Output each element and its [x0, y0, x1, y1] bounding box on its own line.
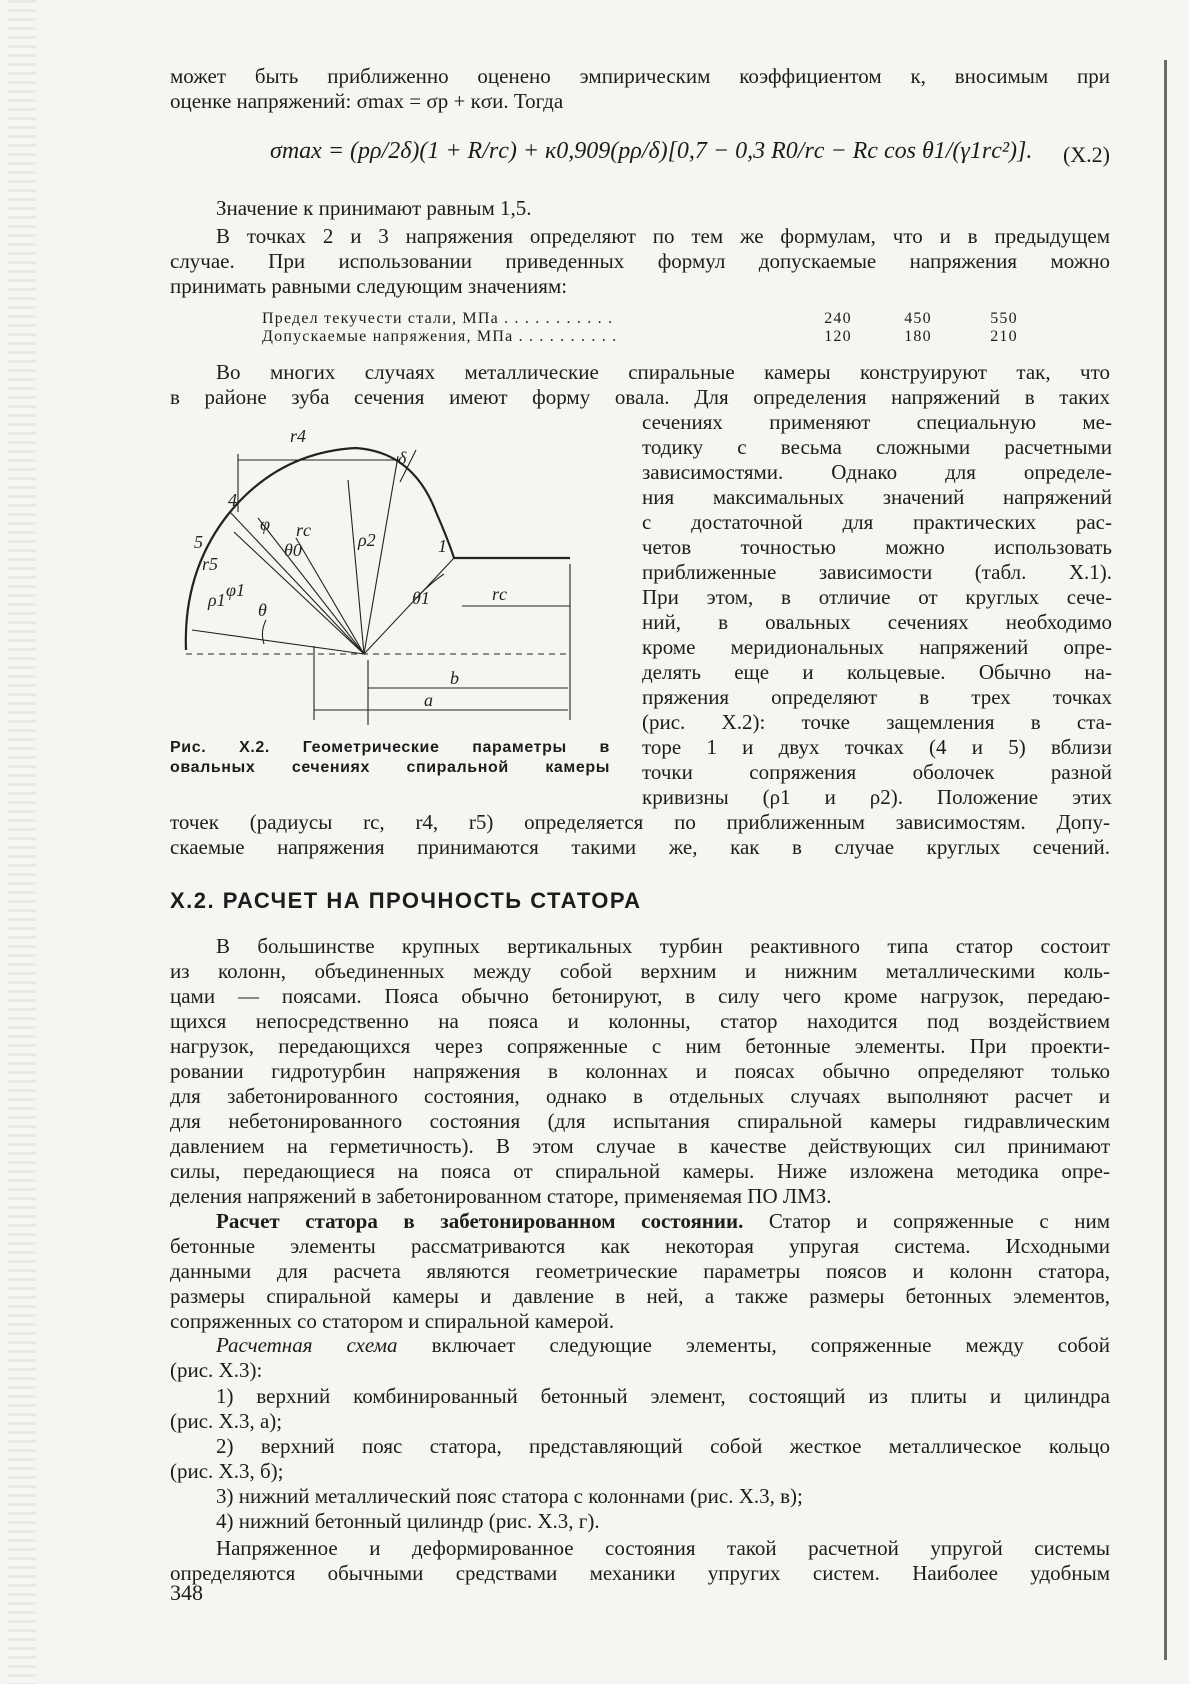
- paragraph-oval: [170, 360, 1110, 410]
- scheme-paragraph: [170, 1333, 1110, 1383]
- label-rc-upper: rс: [296, 520, 311, 540]
- table-row: [262, 310, 1022, 328]
- list-item-cont: (рис. X.3, а);: [170, 1409, 283, 1433]
- scan-edge-right: [1164, 60, 1167, 1660]
- label-rho1: ρ1: [208, 590, 226, 610]
- final-paragraph: [170, 1536, 1110, 1586]
- text-line: точек (радиусы rс, r4, r5) определяется по приближенным зависимостям. Допу-: [170, 810, 1110, 834]
- text-line: может быть приближенно оценено эмпирическим коэффициентом к, вносимым при: [170, 64, 1110, 88]
- paragraph-oval-right-column: [642, 410, 1112, 810]
- text-line: точки сопряжения оболочек разной: [642, 760, 1112, 784]
- text-line: давлением на герметичность). В этом случае в качестве действующих сил принимают: [170, 1134, 1110, 1158]
- row-label: Допускаемые напряжения, МПа . . . . . . . . . .: [262, 328, 618, 345]
- cell-value: 550: [990, 310, 1018, 327]
- text-line: оценке напряжений: σmax = σр + кσи. Тогда: [170, 89, 564, 113]
- text-line: в районе зуба сечения имеют форму овала. Для определения напряжений в таких: [170, 385, 1110, 409]
- text-line: четов точностью можно использовать: [642, 535, 1112, 559]
- list-item: 3) нижний металлический пояс статора с колоннами (рис. X.3, в);: [216, 1484, 803, 1508]
- list-item: 1) верхний комбинированный бетонный элемент, состоящий из плиты и цилиндра: [216, 1384, 1110, 1408]
- text-line: скаемые напряжения принимаются такими же, как в случае круглых сечений.: [170, 835, 1110, 859]
- label-theta1: θ1: [412, 588, 430, 608]
- text-line: сопряженных со статором и спиральной камерой.: [170, 1309, 615, 1333]
- text-line: случае. При использовании приведенных формул допускаемые напряжения можно: [170, 249, 1110, 273]
- text-line: размеры спиральной камеры и давление в ней, а также размеры бетонных элементов,: [170, 1284, 1110, 1308]
- text-line: Напряженное и деформированное состояния такой расчетной упругой системы: [216, 1536, 1110, 1560]
- text-line: Значение к принимают равным 1,5.: [216, 196, 532, 220]
- label-theta0: θ0: [284, 540, 302, 560]
- paragraph-k: [170, 196, 1110, 221]
- label-rc-right: rс: [492, 584, 507, 604]
- cell-value: 450: [904, 310, 932, 327]
- text-line: Во многих случаях металлические спиральные камеры конструируют так, что: [216, 360, 1110, 384]
- text-line: бетонные элементы рассматриваются как некоторая упругая система. Исходными: [170, 1234, 1110, 1258]
- label-phi1: φ1: [226, 580, 245, 600]
- paragraph-points: [170, 224, 1110, 299]
- text-run: включает следующие элементы, сопряженные между собой: [397, 1333, 1110, 1357]
- text-line: принимать равными следующим значениям:: [170, 274, 568, 298]
- text-line: цами — поясами. Пояса обычно бетонируют, в силу чего кроме нагрузок, передаю-: [170, 984, 1110, 1008]
- text-run: Статор и сопряженные с ним: [743, 1209, 1110, 1233]
- formula-number: (X.2): [1062, 142, 1110, 167]
- label-point-5: 5: [194, 532, 203, 552]
- label-theta: θ: [258, 600, 267, 620]
- label-b: b: [450, 668, 459, 688]
- text-line: из колонн, объединенных между собой верхним и нижним металлическими коль-: [170, 959, 1110, 983]
- text-line: ния максимальных значений напряжений: [642, 485, 1112, 509]
- text-line: щихся непосредственно на пояса и колонны, статор находится под воздействием: [170, 1009, 1110, 1033]
- figure-caption: [170, 738, 610, 778]
- text-line: (рис. X.2): точке защемления в ста-: [642, 710, 1112, 734]
- italic-term: Расчетная схема: [216, 1333, 398, 1357]
- label-phi: φ: [260, 514, 270, 534]
- caption-line: овальных сечениях спиральной камеры: [170, 759, 610, 776]
- text-line: зависимостями. Однако для определе-: [642, 460, 1112, 484]
- text-line: (рис. X.3):: [170, 1358, 263, 1382]
- formula-x2: [260, 118, 1120, 204]
- text-line: При этом, в отличие от круглых сече-: [642, 585, 1112, 609]
- cell-value: 210: [990, 328, 1018, 345]
- elements-list: [170, 1384, 1110, 1534]
- text-line: нагрузок, передающихся через сопряженные с ним бетонные элементы. При проекти-: [170, 1034, 1110, 1058]
- text-line: пряжения определяют в трех точках: [642, 685, 1112, 709]
- text-line: В большинстве крупных вертикальных турбин реактивного типа статор состоит: [216, 934, 1110, 958]
- text-line: приближенные зависимости (табл. X.1).: [642, 560, 1112, 584]
- text-line: торе 1 и двух точках (4 и 5) вблизи: [642, 735, 1112, 759]
- intro-paragraph: [170, 64, 1110, 114]
- formula-text: σmax = (pρ/2δ)(1 + R/rс) + к0,909(pρ/δ)[0,7 − 0,3 R0/rс − Rс cos θ1/(γ1rс²)].: [270, 138, 1033, 164]
- label-r4: r4: [290, 426, 307, 446]
- table-row: [262, 328, 1022, 346]
- row-label: Предел текучести стали, МПа . . . . . . . . . . .: [262, 310, 614, 327]
- text-line: [170, 1209, 1110, 1234]
- cell-value: 120: [824, 328, 852, 345]
- text-line: с достаточной для практических рас-: [642, 510, 1112, 534]
- text-line: кроме меридиональных напряжений опре-: [642, 635, 1112, 659]
- label-a: a: [424, 690, 433, 710]
- list-item: 4) нижний бетонный цилиндр (рис. X.3, г).: [216, 1509, 600, 1533]
- label-r5: r5: [202, 554, 219, 574]
- run-in-heading: Расчет статора в забетонированном состоянии.: [216, 1209, 744, 1233]
- paragraph-oval-end: [170, 810, 1110, 860]
- text-line: ний, в овальных сечениях необходимо: [642, 610, 1112, 634]
- oval-section-figure: [168, 420, 618, 730]
- text-line: делять еще и кольцевые. Обычно на-: [642, 660, 1112, 684]
- list-item: 2) верхний пояс статора, представляющий собой жесткое металлическое кольцо: [216, 1434, 1110, 1458]
- text-line: тодику с весьма сложными расчетными: [642, 435, 1112, 459]
- label-rho2: ρ2: [358, 530, 376, 550]
- text-line: для забетонированного состояния, однако в отдельных случаях выполняют расчет и: [170, 1084, 1110, 1108]
- arc-rho1: [186, 512, 230, 650]
- concrete-paragraph: [170, 1209, 1110, 1334]
- text-line: силы, передающиеся на пояса от спиральной камеры. Ниже изложена методика опре-: [170, 1159, 1110, 1183]
- text-line: [170, 1333, 1110, 1358]
- text-line: кривизны (ρ1 и ρ2). Положение этих: [642, 785, 1112, 809]
- arc-rho2: [230, 448, 454, 558]
- stress-table: [262, 310, 1022, 346]
- section-heading: X.2. РАСЧЕТ НА ПРОЧНОСТЬ СТАТОРА: [170, 888, 642, 913]
- list-item-cont: (рис. X.3, б);: [170, 1459, 284, 1483]
- cell-value: 180: [904, 328, 932, 345]
- section-paragraph: [170, 934, 1110, 1209]
- scan-edge-left: [8, 0, 36, 1684]
- label-point-4: 4: [228, 490, 237, 510]
- text-line: сечениях применяют специальную ме-: [642, 410, 1112, 434]
- caption-line: Рис. X.2. Геометрические параметры в: [170, 739, 610, 756]
- text-line: ровании гидротурбин напряжения в колоннах и поясах обычно определяют только: [170, 1059, 1110, 1083]
- cell-value: 240: [824, 310, 852, 327]
- label-delta: δ: [398, 448, 407, 468]
- text-line: определяются обычными средствами механики упругих систем. Наиболее удобным: [170, 1561, 1110, 1585]
- label-point-1: 1: [438, 536, 447, 556]
- page-number: 348: [170, 1580, 203, 1605]
- text-line: для небетонированного состояния (для испытания спиральной камеры гидравлическим: [170, 1109, 1110, 1133]
- text-line: В точках 2 и 3 напряжения определяют по тем же формулам, что и в предыдущем: [216, 224, 1110, 248]
- text-line: данными для расчета являются геометрические параметры поясов и колонн статора,: [170, 1259, 1110, 1283]
- text-line: деления напряжений в забетонированном статоре, применяемая ПО ЛМЗ.: [170, 1184, 832, 1208]
